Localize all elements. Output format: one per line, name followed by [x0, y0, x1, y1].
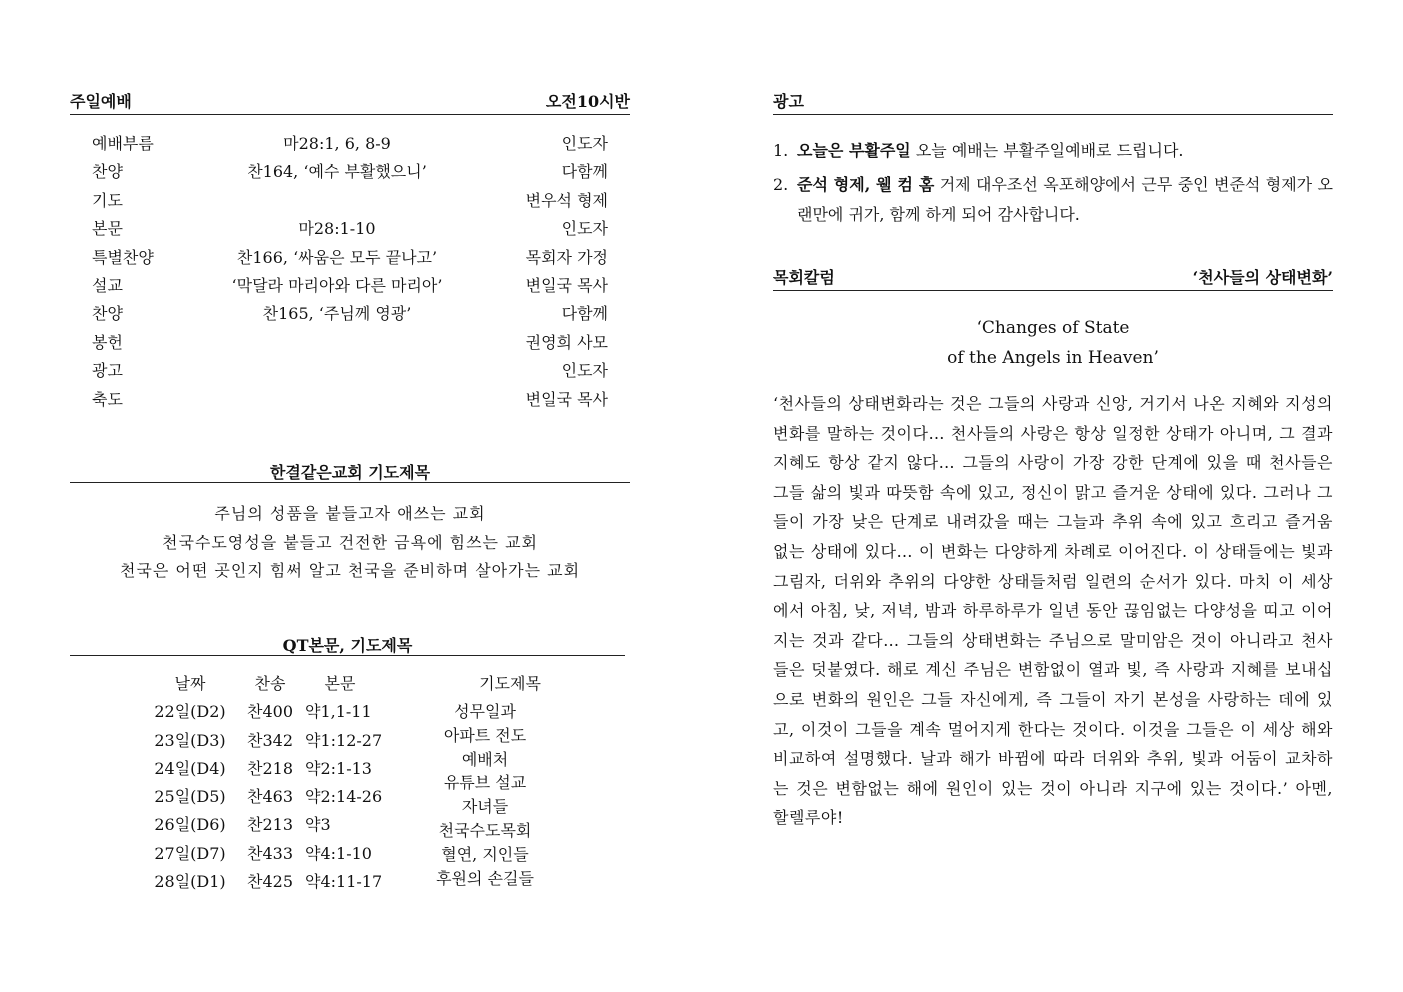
service-time: 오전10시반 [545, 92, 630, 111]
order-row [92, 357, 608, 385]
order-row [92, 329, 608, 357]
qt-topics [425, 700, 545, 890]
prayer-header [70, 460, 630, 483]
notice-text: 거제 대우조선 옥포해양에서 근무 중인 변준석 형제가 오랜만에 귀가, 함께 하게 되어 감사합니다. [797, 175, 1333, 224]
order-row [92, 130, 608, 158]
qt-header-hymn: 찬송 [254, 674, 286, 693]
order-row [92, 386, 608, 414]
notice-text: 오늘 예배는 부활주일예배로 드립니다. [910, 141, 1184, 160]
column-body: ‘천사들의 상태변화라는 것은 그들의 사랑과 신앙, 거기서 나온 지혜와 지성의 변화를 말하는 것이다… 천사들의 사랑은 항상 일정한 상태가 아니며, 그 결과 지혜도 항상 같지 않다… 그들의 사랑이 가장 강한 단계에 있을 때 천사들은 그들 삶의 빛과 따뜻함 속에 있고, 정신이 맑고 즐거운 상태에 있다. 그러나 그들이 가장 낮은 단계로 내려갔을 때는 그늘과 추위 속에 있고 흐리고 즐거움 없는 상태에 있다… 이 변화는 다양하게 차례로 이어진다. 이 상태들에는 빛과 그림자, 더위와 추위의 다양한 상태들처럼 일련의 순서가 있다. 마치 이 세상에서 아침, 낮, 저녁, 밤과 하루하루가 일년 동안 끊임없는 다양성을 띠고 이어지는 것과 같다… 그들의 상태변화는 주님으로 말미암은 것이 아니라고 천사들은 덧붙였다. 해로 계신 주님은 변함없이 열과 빛, 즉 사랑과 지혜를 보내십으로 변화의 원인은 그들 자신에게, 즉 그들이 자기 본성을 사랑하는 데에 있고, 이것이 그들을 계속 멀어지게 한다는 것이다. 이것을 그들은 이 세상 해와 비교하여 설명했다. 날과 해가 바뀜에 따라 더위와 추위, 빛과 어둠이 교차하는 것은 변함없는 해에 원인이 있는 것이 아니라 지구에 있는 것이다.’ 아멘, 할렐루야! [773, 394, 1333, 828]
left-page [70, 0, 630, 992]
order-label: 축도 [92, 389, 123, 409]
qt-hymn: 찬342 [247, 730, 293, 750]
qt-header-text: 본문 [324, 674, 356, 693]
qt-topic: 성무일과 [454, 702, 516, 721]
order-row [92, 272, 608, 300]
qt-topic: 아파트 전도 [443, 725, 527, 745]
qt-topic: 자녀들 [461, 797, 509, 817]
order-leader: 권영희 사모 [525, 332, 608, 352]
prayer-title: 한결같은교회 기도제목 [269, 463, 431, 482]
order-content: 찬164, ‘예수 부활했으니’ [247, 162, 427, 182]
order-label: 찬양 [92, 162, 123, 182]
prayer-line: 천국수도영성을 붙들고 건전한 금욕에 힘쓰는 교회 [161, 532, 538, 552]
order-leader: 다함께 [561, 162, 608, 182]
order-of-worship [92, 130, 608, 414]
qt-date: 24일(D4) [154, 758, 226, 778]
qt-text: 약4:1-10 [305, 843, 372, 863]
order-leader: 변우석 형제 [525, 190, 608, 210]
order-leader: 인도자 [561, 134, 608, 153]
notice-item [773, 136, 1333, 166]
service-header [70, 92, 630, 115]
qt-topic: 천국수도목회 [438, 820, 532, 840]
order-row [92, 187, 608, 215]
order-row [92, 244, 608, 272]
order-row [92, 158, 608, 186]
order-content: 마28:1, 6, 8-9 [283, 134, 391, 153]
service-title: 주일예배 [70, 92, 132, 111]
order-label: 특별찬양 [92, 247, 154, 267]
right-page [773, 0, 1333, 992]
order-label: 본문 [92, 219, 123, 239]
qt-date: 22일(D2) [154, 702, 226, 722]
order-row [92, 215, 608, 243]
prayer-list [70, 500, 630, 586]
notice-item [773, 170, 1333, 230]
order-leader: 인도자 [561, 361, 608, 381]
qt-text: 약2:14-26 [305, 787, 383, 807]
qt-date: 23일(D3) [154, 730, 226, 750]
qt-topic: 혈연, 지인들 [441, 844, 529, 864]
notice-headline: 오늘은 부활주일 [797, 141, 911, 160]
order-label: 광고 [92, 361, 123, 381]
prayer-line: 주님의 성품을 붙들고자 애쓰는 교회 [214, 504, 486, 523]
order-leader: 목회자 가정 [525, 247, 608, 267]
qt-hymn: 찬433 [247, 843, 293, 863]
notice-number: 1. [773, 141, 789, 160]
qt-text: 약1,1-11 [305, 702, 372, 722]
qt-text: 약2:1-13 [305, 758, 372, 778]
prayer-line: 천국은 어떤 곳인지 힘써 알고 천국을 준비하며 살아가는 교회 [119, 561, 581, 580]
order-label: 찬양 [92, 304, 123, 324]
order-leader: 변일국 목사 [525, 389, 608, 409]
qt-text: 약1:12-27 [305, 730, 383, 750]
notice-headline: 준석 형제, 웰 컴 홈 [797, 175, 935, 194]
order-leader: 인도자 [561, 219, 608, 239]
qt-topic: 예배처 [461, 749, 509, 769]
order-label: 설교 [92, 275, 123, 295]
notice-number: 2. [773, 175, 789, 194]
column-header [773, 268, 1333, 291]
qt-table-header [140, 670, 560, 698]
order-label: 봉헌 [92, 332, 123, 352]
qt-header-date: 날짜 [174, 674, 206, 693]
notices-title: 광고 [773, 92, 804, 111]
qt-title: QT본문, 기도제목 [282, 636, 413, 655]
qt-date: 27일(D7) [154, 843, 226, 863]
column-title: 목회칼럼 [773, 268, 835, 287]
qt-topic: 유튜브 설교 [443, 773, 527, 793]
column-english-title [773, 313, 1333, 373]
qt-header-topic: 기도제목 [479, 674, 541, 693]
order-leader: 다함께 [561, 304, 608, 324]
qt-topic: 후원의 손길들 [436, 868, 534, 888]
order-content: 찬166, ‘싸움은 모두 끝나고’ [236, 247, 438, 267]
qt-date: 26일(D6) [154, 815, 226, 835]
qt-text: 약4:11-17 [305, 872, 383, 892]
qt-hymn: 찬463 [247, 787, 293, 807]
order-content: 마28:1-10 [298, 219, 376, 239]
qt-date: 28일(D1) [154, 872, 226, 892]
order-content: 찬165, ‘주님께 영광’ [262, 304, 412, 324]
order-content: ‘막달라 마리아와 다른 마리아’ [231, 275, 443, 295]
qt-hymn: 찬213 [247, 815, 293, 835]
column-subtitle: ‘천사들의 상태변화’ [1192, 268, 1333, 287]
qt-hymn: 찬425 [247, 872, 293, 892]
qt-hymn: 찬400 [247, 702, 293, 722]
qt-hymn: 찬218 [247, 758, 293, 778]
english-title-line: ‘Changes of State [976, 318, 1130, 338]
notices-header [773, 92, 1333, 115]
qt-text: 약3 [305, 815, 331, 835]
qt-date: 25일(D5) [154, 787, 226, 807]
order-leader: 변일국 목사 [525, 275, 608, 295]
qt-header [70, 633, 625, 656]
notices-list [773, 136, 1333, 234]
order-label: 예배부름 [92, 134, 154, 153]
english-title-line: of the Angels in Heaven’ [947, 348, 1159, 368]
order-row [92, 300, 608, 328]
order-label: 기도 [92, 190, 123, 210]
